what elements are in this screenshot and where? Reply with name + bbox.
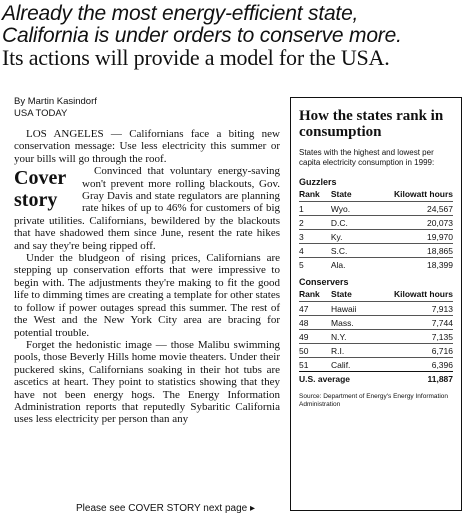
conservers-heading: Conservers — [299, 277, 349, 287]
article-body — [14, 128, 280, 426]
col-rank: Rank — [299, 289, 320, 299]
table-row: 1 Wyo. 24,567 — [299, 203, 453, 214]
table-row: 49 N.Y. 7,135 — [299, 331, 453, 342]
col-kwh: Kilowatt hours — [393, 189, 453, 199]
box-source-note: Source: Department of Energy's Energy Information Administration — [299, 393, 449, 408]
col-state: State — [330, 189, 352, 199]
headline-line-2: California is under orders to conserve more. — [2, 24, 402, 47]
us-average-row: U.S. average 11,887 — [299, 373, 453, 384]
box-title: How the states rank in consumption — [299, 108, 444, 140]
headline-line-3: Its actions will provide a model for the USA. — [2, 45, 390, 70]
col-state: State — [331, 289, 352, 299]
article-paragraph-1: LOS ANGELES — Californians face a biting new conservation message: Use less electricity this summer or your bills will go through the roof. — [14, 128, 280, 165]
continued-jump-line: Please see COVER STORY next page ▸ — [76, 503, 256, 514]
headline-line-1: Already the most energy-efficient state, — [2, 2, 359, 25]
table-row: 51 Calif. 6,396 — [299, 359, 453, 370]
table-row: 5 Ala. 18,399 — [299, 259, 453, 270]
guzzlers-table — [299, 189, 453, 271]
cover-story-label: Cover story — [14, 167, 67, 212]
col-rank: Rank — [299, 189, 320, 199]
byline-author: By Martin Kasindorf — [14, 96, 97, 107]
guzzlers-heading: Guzzlers — [299, 177, 337, 187]
table-row: 2 D.C. 20,073 — [299, 217, 453, 228]
box-subtitle: States with the highest and lowest per capita electricity consumption in 1999: — [299, 148, 435, 167]
byline-outlet: USA TODAY — [14, 108, 68, 119]
article-paragraph-4: Forget the hedonistic image — those Malibu swimming pools, those Beverly Hills home movie theaters. Under their puckered skins, Californians soaking in their hot tubs are ascetics at heart. They point to statistics showing that they have not been energy hogs. The Energy Information Administration reports that reputedly Sybaritic California uses less electricity per person than any — [14, 338, 280, 426]
table-row: 3 Ky. 19,970 — [299, 231, 453, 242]
consumption-rank-box — [290, 97, 462, 511]
headline — [2, 3, 470, 69]
article-paragraph-2: Cover story Convinced that voluntary energy-saving won't prevent more rolling blackouts, Gov. Gray Davis and state regulators are planning rate hikes of up to 46% for customers of big private utilities. Californians, bewildered by the blackouts that have shadowed them since June, resent the rate hikes and say they're being ripped off. — [14, 165, 280, 252]
table-row: 50 R.I. 6,716 — [299, 345, 453, 356]
byline — [14, 96, 97, 120]
conservers-table — [299, 289, 453, 385]
col-kwh: Kilowatt hours — [393, 289, 453, 299]
table-row: 48 Mass. 7,744 — [299, 317, 453, 328]
article-paragraph-3: Under the bludgeon of rising prices, Californians are stepping up conservation efforts that were impressive to begin with. The adjustments they're making to fit the good life to dimming times are creating a template for other states to follow if power outages spread this summer. The rest of the West and the New York City area are bracing for potential trouble. — [14, 252, 280, 339]
table-row: 47 Hawaii 7,913 — [299, 303, 453, 314]
table-row: 4 S.C. 18,865 — [299, 245, 453, 256]
